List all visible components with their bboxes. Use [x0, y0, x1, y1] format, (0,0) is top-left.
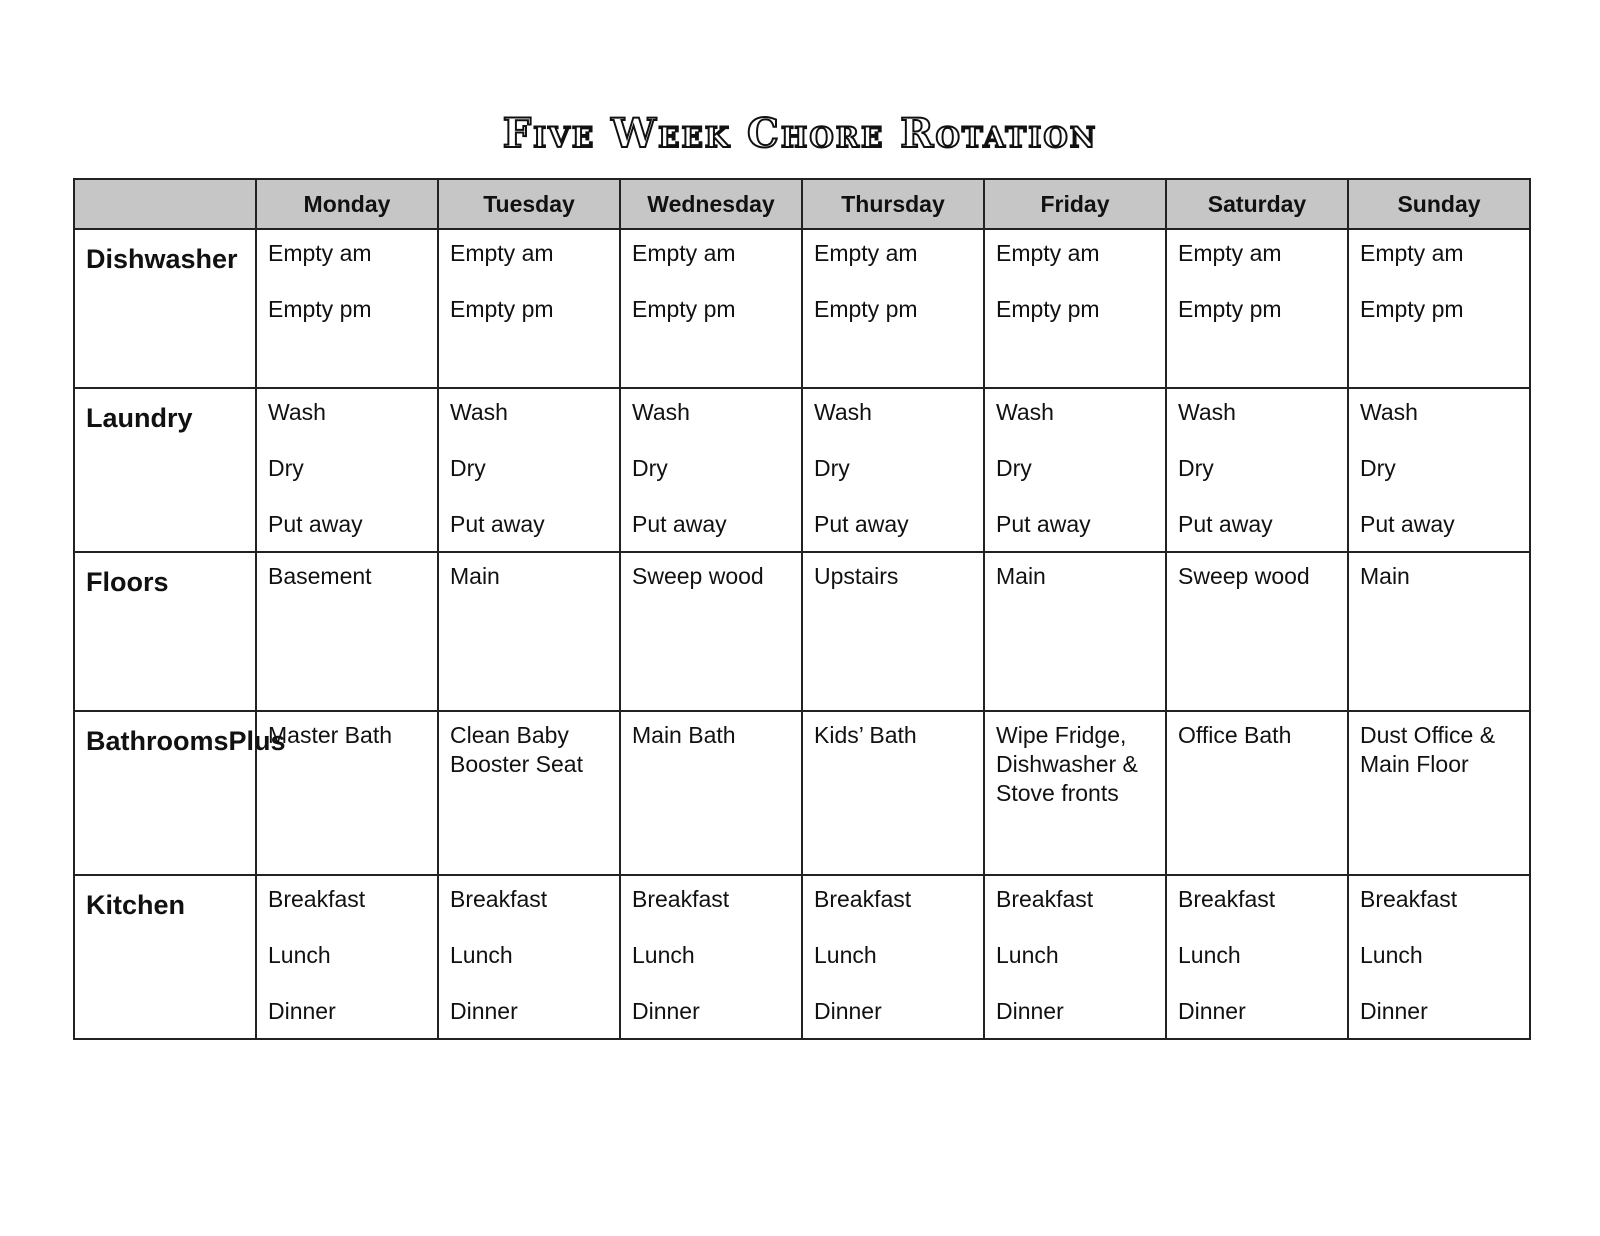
chore-cell: [1166, 552, 1348, 711]
header-row: [74, 179, 1530, 229]
chore-item: Dinner: [450, 998, 518, 1024]
row-label: Laundry: [74, 388, 256, 552]
chore-item: Empty pm: [1360, 296, 1464, 322]
chore-cell: [438, 711, 620, 875]
row-label: Kitchen: [74, 875, 256, 1039]
chore-item: Main: [450, 563, 500, 589]
chore-item: Lunch: [1360, 942, 1423, 968]
chore-cell: [1348, 229, 1530, 388]
chore-cell: [802, 875, 984, 1039]
chore-item: Breakfast: [268, 886, 366, 912]
chore-item: Empty am: [632, 240, 736, 266]
chore-item: Empty pm: [1178, 296, 1282, 322]
chore-item: Empty am: [1360, 240, 1464, 266]
chore-item: Dry: [450, 455, 486, 481]
chore-item: Put away: [814, 511, 909, 537]
chore-item: Clean Baby: [450, 722, 569, 748]
table-row-floors: [74, 552, 1530, 711]
chore-item: Office Bath: [1178, 722, 1292, 748]
chore-item: Empty pm: [814, 296, 918, 322]
chore-item: Dinner: [1360, 998, 1428, 1024]
chore-item: Main: [1360, 563, 1410, 589]
chore-cell: [984, 229, 1166, 388]
chore-cell: [1166, 875, 1348, 1039]
chore-cell: [1166, 388, 1348, 552]
chore-item: Dinner: [1178, 998, 1246, 1024]
row-label: Floors: [74, 552, 256, 711]
chore-item: Wash: [632, 399, 690, 425]
chore-cell: [256, 552, 438, 711]
chore-item: Dishwasher &: [996, 751, 1138, 777]
chore-item: Lunch: [632, 942, 695, 968]
day-header: Sunday: [1348, 179, 1530, 229]
chore-item: Booster Seat: [450, 751, 583, 777]
chore-item: Dry: [996, 455, 1032, 481]
chore-item: Master Bath: [268, 722, 392, 748]
chore-item: Basement: [268, 563, 372, 589]
day-header: Thursday: [802, 179, 984, 229]
chore-item: Breakfast: [632, 886, 730, 912]
chore-item: Dinner: [814, 998, 882, 1024]
chore-item: Lunch: [1178, 942, 1241, 968]
chore-cell: [256, 229, 438, 388]
chore-item: Empty pm: [632, 296, 736, 322]
chore-item: Sweep wood: [632, 563, 764, 589]
chore-item: Main Bath: [632, 722, 736, 748]
page-title: Five Week Chore Rotation: [502, 110, 1098, 157]
chore-item: Put away: [1178, 511, 1273, 537]
chore-item: Kids’ Bath: [814, 722, 917, 748]
chore-item: Empty pm: [996, 296, 1100, 322]
chore-item: Wash: [814, 399, 872, 425]
chore-item: Lunch: [996, 942, 1059, 968]
chore-item: Lunch: [450, 942, 513, 968]
chore-cell: [1348, 711, 1530, 875]
chore-item: Wash: [450, 399, 508, 425]
chore-cell: [802, 388, 984, 552]
chore-item: Empty pm: [268, 296, 372, 322]
chore-item: Dry: [1360, 455, 1396, 481]
table-row-bathrooms-plus: [74, 711, 1530, 875]
chore-item: Breakfast: [1178, 886, 1276, 912]
chore-cell: [620, 711, 802, 875]
chore-item: Empty pm: [450, 296, 554, 322]
chore-item: Empty am: [814, 240, 918, 266]
row-label: [74, 711, 286, 875]
chore-item: Dry: [1178, 455, 1214, 481]
day-header: Saturday: [1166, 179, 1348, 229]
chore-cell: [1348, 552, 1530, 711]
chore-item: Stove fronts: [996, 780, 1119, 806]
chore-cell: [984, 875, 1166, 1039]
chore-item: Dinner: [268, 998, 336, 1024]
chore-cell: [256, 875, 438, 1039]
chore-cell: [438, 229, 620, 388]
chore-item: Upstairs: [814, 563, 899, 589]
row-label: Dishwasher: [74, 229, 256, 388]
chore-item: Put away: [268, 511, 363, 537]
chore-cell: [802, 711, 984, 875]
chore-item: Lunch: [814, 942, 877, 968]
row-label-line: Plus: [228, 726, 286, 756]
row-label-line: Bathrooms: [86, 726, 229, 756]
chore-item: Empty am: [450, 240, 554, 266]
chore-item: Dust Office &: [1360, 722, 1496, 748]
chore-cell: [984, 552, 1166, 711]
chore-item: Put away: [632, 511, 727, 537]
chore-item: Dry: [632, 455, 668, 481]
chore-cell: [1348, 875, 1530, 1039]
chore-cell: [1348, 388, 1530, 552]
chore-cell: [984, 388, 1166, 552]
chore-table: [73, 178, 1531, 1040]
chore-item: Lunch: [268, 942, 331, 968]
chore-item: Put away: [996, 511, 1091, 537]
chore-item: Empty am: [268, 240, 372, 266]
chore-item: Main: [996, 563, 1046, 589]
chore-item: Dinner: [632, 998, 700, 1024]
chore-item: Breakfast: [814, 886, 912, 912]
chore-cell: [256, 711, 438, 875]
chore-item: Sweep wood: [1178, 563, 1310, 589]
chore-item: Dry: [814, 455, 850, 481]
day-header: Friday: [984, 179, 1166, 229]
chore-item: Wash: [1360, 399, 1418, 425]
chore-cell: [802, 229, 984, 388]
chore-item: Dry: [268, 455, 304, 481]
table-row-laundry: [74, 388, 1530, 552]
chore-cell: [1166, 711, 1348, 875]
chore-cell: [620, 229, 802, 388]
chore-cell: [620, 875, 802, 1039]
chore-cell: [802, 552, 984, 711]
chore-item: Wash: [1178, 399, 1236, 425]
chore-item: Dinner: [996, 998, 1064, 1024]
chore-cell: [438, 388, 620, 552]
day-header: Wednesday: [620, 179, 802, 229]
day-header: Tuesday: [438, 179, 620, 229]
chore-cell: [620, 552, 802, 711]
chore-cell: [256, 388, 438, 552]
table-row-dishwasher: [74, 229, 1530, 388]
chore-item: Put away: [1360, 511, 1455, 537]
chore-cell: [620, 388, 802, 552]
chore-item: Breakfast: [996, 886, 1094, 912]
day-header: Monday: [256, 179, 438, 229]
header-corner-cell: [74, 179, 256, 229]
chore-cell: [438, 552, 620, 711]
chore-item: Main Floor: [1360, 751, 1469, 777]
chore-item: Breakfast: [1360, 886, 1458, 912]
chore-item: Breakfast: [450, 886, 548, 912]
chore-item: Wash: [996, 399, 1054, 425]
chore-item: Put away: [450, 511, 545, 537]
chore-item: Empty am: [1178, 240, 1282, 266]
chore-item: Wipe Fridge,: [996, 722, 1127, 748]
chore-cell: [984, 711, 1166, 875]
chore-item: Empty am: [996, 240, 1100, 266]
table-row-kitchen: [74, 875, 1530, 1039]
chore-cell: [1166, 229, 1348, 388]
chore-item: Wash: [268, 399, 326, 425]
chore-cell: [438, 875, 620, 1039]
